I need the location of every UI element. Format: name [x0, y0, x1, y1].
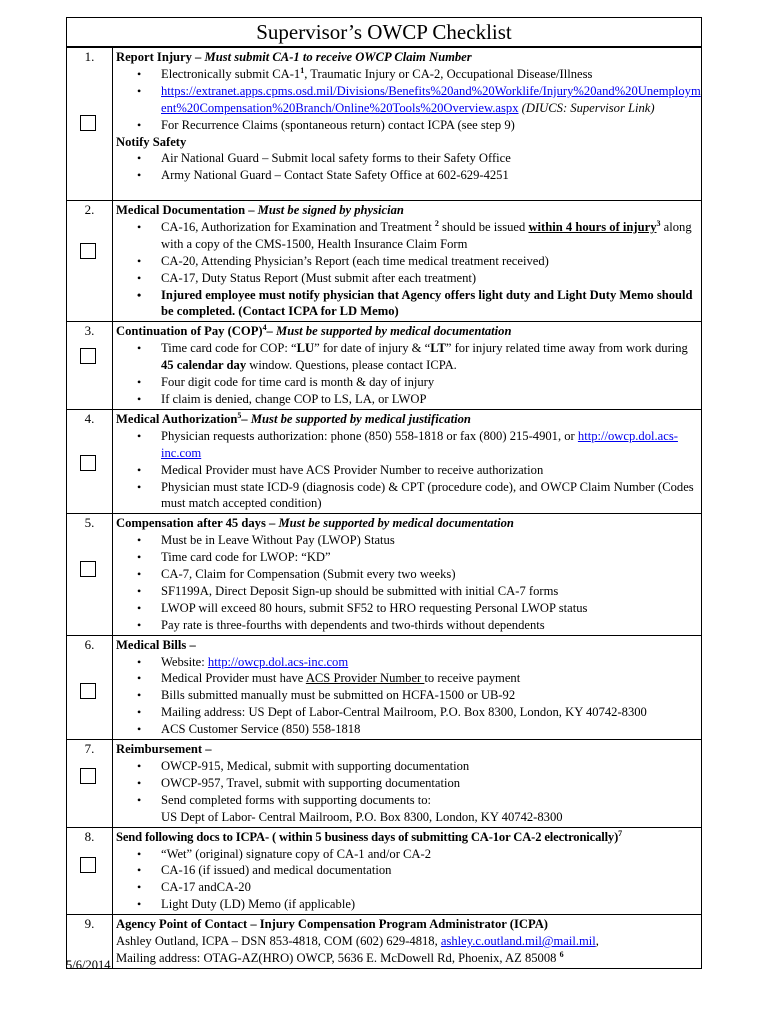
section-heading: Compensation after 45 days – Must be supported by medical documentation [116, 516, 514, 531]
checklist-sheet [66, 17, 702, 972]
list-item: • Time card code for LWOP: “KD” [116, 549, 701, 566]
list-item: • Website: http://owcp.dol.acs-inc.com [116, 654, 701, 671]
list-item: • LWOP will exceed 80 hours, submit SF52 to HRO requesting Personal LWOP status [116, 600, 701, 617]
list-item: • Medical Provider must have ACS Provider Number to receive payment [116, 670, 701, 687]
page-title: Supervisor’s OWCP Checklist [66, 17, 702, 47]
section-1-checkbox[interactable] [80, 115, 96, 131]
list-item: • Physician must state ICD-9 (diagnosis code) & CPT (procedure code), and OWCP Claim Number (Codes must match accepted condition) [116, 479, 701, 513]
list-item: • CA-17 andCA-20 [116, 879, 701, 896]
section-2-row [67, 201, 702, 322]
list-item: • Mailing address: US Dept of Labor-Central Mailroom, P.O. Box 8300, London, KY 40742-8300 [116, 704, 701, 721]
section-1-number-cell [67, 48, 113, 201]
owcp-link[interactable]: http://owcp.dol.acs-inc.com [207, 654, 349, 669]
section-number: 9. [84, 916, 95, 932]
section-6-number-cell [67, 635, 113, 739]
section-6-content [113, 635, 702, 739]
section-5-content [113, 514, 702, 635]
section-heading: Report Injury – Must submit CA-1 to receive OWCP Claim Number [116, 50, 472, 64]
list-item: • SF1199A, Direct Deposit Sign-up should be submitted with initial CA-7 forms [116, 583, 701, 600]
section-5-row [67, 514, 702, 635]
list-item: • ACS Customer Service (850) 558-1818 [116, 721, 701, 738]
list-item: • CA-7, Claim for Compensation (Submit every two weeks) [116, 566, 701, 583]
section-7-row [67, 740, 702, 828]
contact-line: Ashley Outland, ICPA – DSN 853-4818, COM (602) 629-4818, ashley.c.outland.mil@mail.mil, [116, 934, 599, 949]
list-item: • Physician requests authorization: phone (850) 558-1818 or fax (800) 215-4901, or http://owcp.dol.acs-inc.com [116, 428, 701, 462]
list-item: • OWCP-957, Travel, submit with supporting documentation [116, 775, 701, 792]
section-9-row [67, 915, 702, 969]
section-number: 3. [84, 323, 95, 339]
section-number: 1. [84, 49, 95, 64]
diucs-link[interactable]: https://extranet.apps.cpms.osd.mil/Divisions/Benefits%20and%20Worklife/Injury%20and%20Unemployment%20Compensation%20Branch/Online%20Tools%20Overview.aspx [161, 83, 701, 115]
list-item: • https://extranet.apps.cpms.osd.mil/Divisions/Benefits%20and%20Worklife/Injury%20and%20Unemployment%20Compensation%20Branch/Online%20Tools%20Overview.aspx (DIUCS: Supervisor Link) [116, 83, 701, 117]
section-3-row [67, 322, 702, 410]
section-number: 2. [84, 202, 95, 217]
section-3-checkbox[interactable] [80, 348, 96, 364]
list-item: • CA-16 (if issued) and medical documentation [116, 862, 701, 879]
section-number: 8. [84, 828, 95, 844]
email-link[interactable]: ashley.c.outland.mil@mail.mil [440, 934, 596, 949]
section-6-row [67, 635, 702, 739]
section-heading: Send following docs to ICPA- ( within 5 business days of submitting CA-1or CA-2 electronically)$^7$ [116, 828, 622, 844]
list-item: • CA-16, Authorization for Examination and Treatment $^2$ should be issued within 4 hours of injury$^3$ along with a copy of the CMS-1500, Health Insurance Claim Form [116, 219, 701, 253]
section-4-row [67, 409, 702, 513]
section-8-row [67, 827, 702, 915]
list-item: • If claim is denied, change COP to LS, LA, or LWOP [116, 391, 701, 408]
list-item: • Injured employee must notify physician that Agency offers light duty and Light Duty Memo should be completed. (Contact ICPA for LD Memo) [116, 287, 701, 321]
section-2-checkbox[interactable] [80, 243, 96, 259]
footer-date: 5/6/2014 [66, 958, 111, 972]
section-heading: Agency Point of Contact – Injury Compensation Program Administrator (ICPA) [116, 917, 549, 932]
section-heading: Continuation of Pay (COP)$^4$– Must be supported by medical documentation [116, 323, 512, 339]
section-6-checkbox[interactable] [80, 683, 96, 699]
section-8-checkbox[interactable] [80, 857, 96, 873]
section-4-checkbox[interactable] [80, 455, 96, 471]
section-7-number-cell [67, 740, 113, 828]
list-item: • CA-20, Attending Physician’s Report (each time medical treatment received) [116, 253, 701, 270]
list-item: • OWCP-915, Medical, submit with supporting documentation [116, 758, 701, 775]
mailing-address-line: Mailing address: OTAG-AZ(HRO) OWCP, 5636 E. McDowell Rd, Phoenix, AZ 85008 $^6$ [116, 949, 564, 965]
section-number: 6. [84, 636, 95, 652]
section-8-number-cell [67, 827, 113, 915]
list-item: • Must be in Leave Without Pay (LWOP) Status [116, 532, 701, 549]
section-heading: Medical Bills – [116, 637, 196, 652]
section-number: 5. [84, 515, 95, 531]
section-3-number-cell [67, 322, 113, 410]
section-8-content [113, 827, 702, 915]
list-item: • Medical Provider must have ACS Provider Number to receive authorization [116, 462, 701, 479]
list-item: • Pay rate is three-fourths with dependents and two-thirds without dependents [116, 617, 701, 634]
list-item: • Send completed forms with supporting documents to: US Dept of Labor- Central Mailroom, P.O. Box 8300, London, KY 40742-8300 [116, 792, 701, 826]
section-2-number-cell [67, 201, 113, 322]
list-item: • Time card code for COP: “LU” for date of injury & “LT” for injury related time away from work during 45 calendar day window. Questions, please contact ICPA. [116, 340, 701, 374]
list-item: • Bills submitted manually must be submitted on HCFA-1500 or UB-92 [116, 687, 701, 704]
list-item: • For Recurrence Claims (spontaneous return) contact ICPA (see step 9) [116, 117, 701, 134]
notify-safety-heading: Notify Safety [116, 134, 187, 149]
list-item: • Electronically submit $CA-1^1$, Traumatic Injury or CA-2, Occupational Disease/Illness [116, 66, 701, 83]
section-2-content [113, 201, 702, 322]
section-heading: Medical Authorization$^5$– Must be supported by medical justification [116, 410, 471, 426]
list-item: • Army National Guard – Contact State Safety Office at 602-629-4251 [116, 167, 701, 184]
list-item: • Air National Guard – Submit local safety forms to their Safety Office [116, 150, 701, 167]
section-5-number-cell [67, 514, 113, 635]
section-7-checkbox[interactable] [80, 768, 96, 784]
checklist-table [66, 47, 702, 969]
section-heading: Reimbursement – [116, 742, 212, 757]
list-item: • Four digit code for time card is month & day of injury [116, 374, 701, 391]
section-number: 4. [84, 410, 95, 426]
section-3-content [113, 322, 702, 410]
section-4-number-cell [67, 409, 113, 513]
section-number: 7. [84, 741, 95, 757]
section-1-row [67, 48, 702, 201]
section-9-content [113, 915, 702, 969]
section-5-checkbox[interactable] [80, 561, 96, 577]
list-item: • Light Duty (LD) Memo (if applicable) [116, 896, 701, 913]
list-item: • CA-17, Duty Status Report (Must submit after each treatment) [116, 270, 701, 287]
section-1-content [113, 48, 702, 201]
owcp-link[interactable]: http://owcp.dol.acs-inc.com [161, 428, 678, 460]
section-7-content [113, 740, 702, 828]
list-item: • “Wet” (original) signature copy of CA-1 and/or CA-2 [116, 846, 701, 863]
section-heading: Medical Documentation – Must be signed by physician [116, 203, 404, 217]
section-4-content [113, 409, 702, 513]
